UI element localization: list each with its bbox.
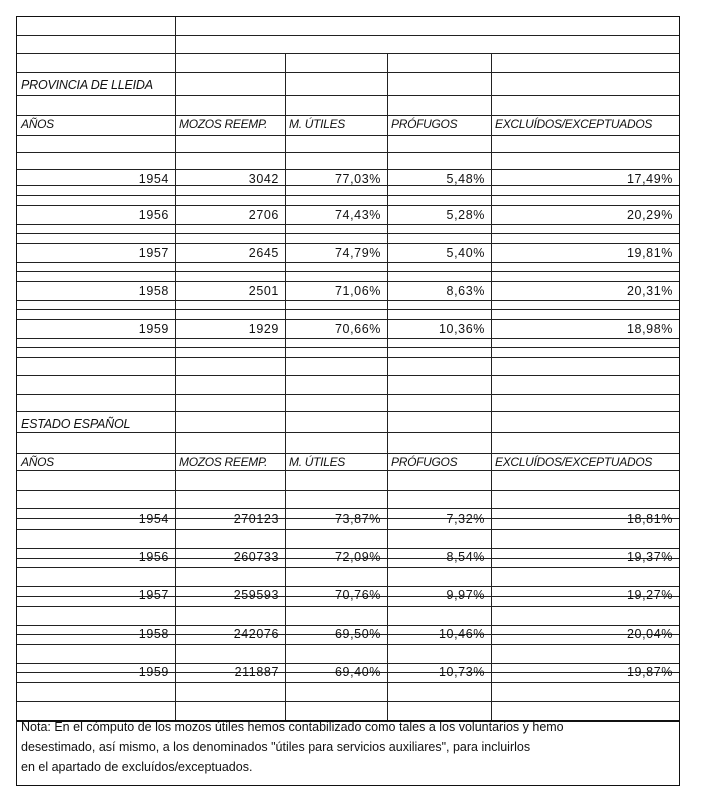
note-line-2: desestimado, así mismo, a los denominados "útiles para servicios auxiliares", para incluirlos bbox=[21, 740, 531, 754]
table-cell: 1959 bbox=[138, 665, 169, 679]
table-cell: 77,03% bbox=[335, 172, 381, 186]
column-header: M. ÚTILES bbox=[289, 117, 345, 131]
table-cell: 18,81% bbox=[627, 512, 673, 526]
grid-line bbox=[17, 682, 679, 683]
table-cell: 260733 bbox=[233, 550, 279, 564]
section-title-provincia: PROVINCIA DE LLEIDA bbox=[21, 78, 153, 92]
grid-column-line bbox=[387, 53, 388, 720]
table-cell: 2706 bbox=[248, 208, 279, 222]
note-line-1: Nota: En el cómputo de los mozos útiles hemos contabilizado como tales a los voluntarios y hemo bbox=[21, 720, 564, 734]
table-cell: 19,27% bbox=[627, 588, 673, 602]
table-cell: 8,54% bbox=[446, 550, 485, 564]
grid-line bbox=[17, 152, 679, 153]
grid-column-line bbox=[175, 17, 176, 720]
column-header: M. ÚTILES bbox=[289, 455, 345, 469]
grid-line bbox=[17, 529, 679, 530]
grid-line bbox=[17, 625, 679, 626]
table-cell: 9,97% bbox=[446, 588, 485, 602]
section-title-estado: ESTADO ESPAÑOL bbox=[21, 417, 131, 431]
grid-line bbox=[17, 347, 679, 348]
table-cell: 5,40% bbox=[446, 246, 485, 260]
table-cell: 10,36% bbox=[439, 322, 485, 336]
table-cell: 3042 bbox=[248, 172, 279, 186]
table-cell: 74,79% bbox=[335, 246, 381, 260]
table-cell: 7,32% bbox=[446, 512, 485, 526]
grid-line bbox=[17, 567, 679, 568]
grid-line bbox=[17, 644, 679, 645]
table-cell: 10,73% bbox=[439, 665, 485, 679]
table-cell: 1956 bbox=[138, 208, 169, 222]
table-cell: 2645 bbox=[248, 246, 279, 260]
table-cell: 242076 bbox=[233, 627, 279, 641]
grid-line bbox=[17, 453, 679, 454]
table-cell: 72,09% bbox=[335, 550, 381, 564]
note-line-3: en el apartado de excluídos/exceptuados. bbox=[21, 760, 253, 774]
table-cell: 1958 bbox=[138, 627, 169, 641]
column-header: PRÓFUGOS bbox=[391, 455, 458, 469]
grid-line bbox=[17, 490, 679, 491]
table-cell: 259593 bbox=[233, 588, 279, 602]
grid-line bbox=[17, 205, 679, 206]
table-cell: 69,50% bbox=[335, 627, 381, 641]
grid-line bbox=[17, 300, 679, 301]
table-sheet bbox=[16, 16, 680, 786]
grid-line bbox=[17, 262, 679, 263]
grid-line bbox=[17, 586, 679, 587]
grid-line bbox=[17, 115, 679, 116]
grid-line bbox=[17, 281, 679, 282]
grid-line bbox=[17, 701, 679, 702]
column-header: MOZOS REEMP. bbox=[179, 117, 268, 131]
table-cell: 1956 bbox=[138, 550, 169, 564]
table-cell: 1929 bbox=[248, 322, 279, 336]
table-cell: 1959 bbox=[138, 322, 169, 336]
table-cell: 18,98% bbox=[627, 322, 673, 336]
grid-line bbox=[17, 508, 679, 509]
table-cell: 5,48% bbox=[446, 172, 485, 186]
table-cell: 71,06% bbox=[335, 284, 381, 298]
table-cell: 1958 bbox=[138, 284, 169, 298]
table-cell: 1957 bbox=[138, 246, 169, 260]
grid-line bbox=[17, 233, 679, 234]
grid-line bbox=[17, 72, 679, 73]
column-header: EXCLUÍDOS/EXCEPTUADOS bbox=[495, 117, 653, 131]
grid-column-line bbox=[491, 53, 492, 720]
grid-line bbox=[17, 663, 679, 664]
grid-line bbox=[17, 548, 679, 549]
table-cell: 73,87% bbox=[335, 512, 381, 526]
column-header: EXCLUÍDOS/EXCEPTUADOS bbox=[495, 455, 653, 469]
table-cell: 270123 bbox=[233, 512, 279, 526]
grid-line bbox=[17, 375, 679, 376]
grid-line bbox=[17, 432, 679, 433]
grid-line bbox=[17, 195, 679, 196]
table-cell: 70,76% bbox=[335, 588, 381, 602]
table-cell: 19,87% bbox=[627, 665, 673, 679]
table-cell: 1954 bbox=[138, 172, 169, 186]
column-header: AÑOS bbox=[21, 117, 54, 131]
table-cell: 70,66% bbox=[335, 322, 381, 336]
grid-line bbox=[17, 53, 679, 54]
table-cell: 17,49% bbox=[627, 172, 673, 186]
table-cell: 20,29% bbox=[627, 208, 673, 222]
grid-line bbox=[17, 338, 679, 339]
table-cell: 20,31% bbox=[627, 284, 673, 298]
grid-line bbox=[17, 224, 679, 225]
grid-column-line bbox=[285, 53, 286, 720]
grid-line bbox=[17, 243, 679, 244]
grid-line bbox=[17, 169, 679, 170]
table-cell: 74,43% bbox=[335, 208, 381, 222]
grid-line bbox=[17, 411, 679, 412]
table-cell: 19,37% bbox=[627, 550, 673, 564]
table-cell: 8,63% bbox=[446, 284, 485, 298]
column-header: PRÓFUGOS bbox=[391, 117, 458, 131]
grid-line bbox=[17, 309, 679, 310]
grid-line bbox=[17, 35, 679, 36]
table-cell: 1957 bbox=[138, 588, 169, 602]
grid-line bbox=[17, 606, 679, 607]
table-cell: 69,40% bbox=[335, 665, 381, 679]
grid-line bbox=[17, 319, 679, 320]
table-cell: 2501 bbox=[248, 284, 279, 298]
table-cell: 20,04% bbox=[627, 627, 673, 641]
grid-line bbox=[17, 95, 679, 96]
table-cell: 10,46% bbox=[439, 627, 485, 641]
grid-line bbox=[17, 394, 679, 395]
table-cell: 1954 bbox=[138, 512, 169, 526]
column-header: MOZOS REEMP. bbox=[179, 455, 268, 469]
grid-line bbox=[17, 470, 679, 471]
table-cell: 19,81% bbox=[627, 246, 673, 260]
grid-line bbox=[17, 357, 679, 358]
table-cell: 5,28% bbox=[446, 208, 485, 222]
table-cell: 211887 bbox=[234, 665, 279, 679]
column-header: AÑOS bbox=[21, 455, 54, 469]
grid-line bbox=[17, 135, 679, 136]
grid-line bbox=[17, 271, 679, 272]
